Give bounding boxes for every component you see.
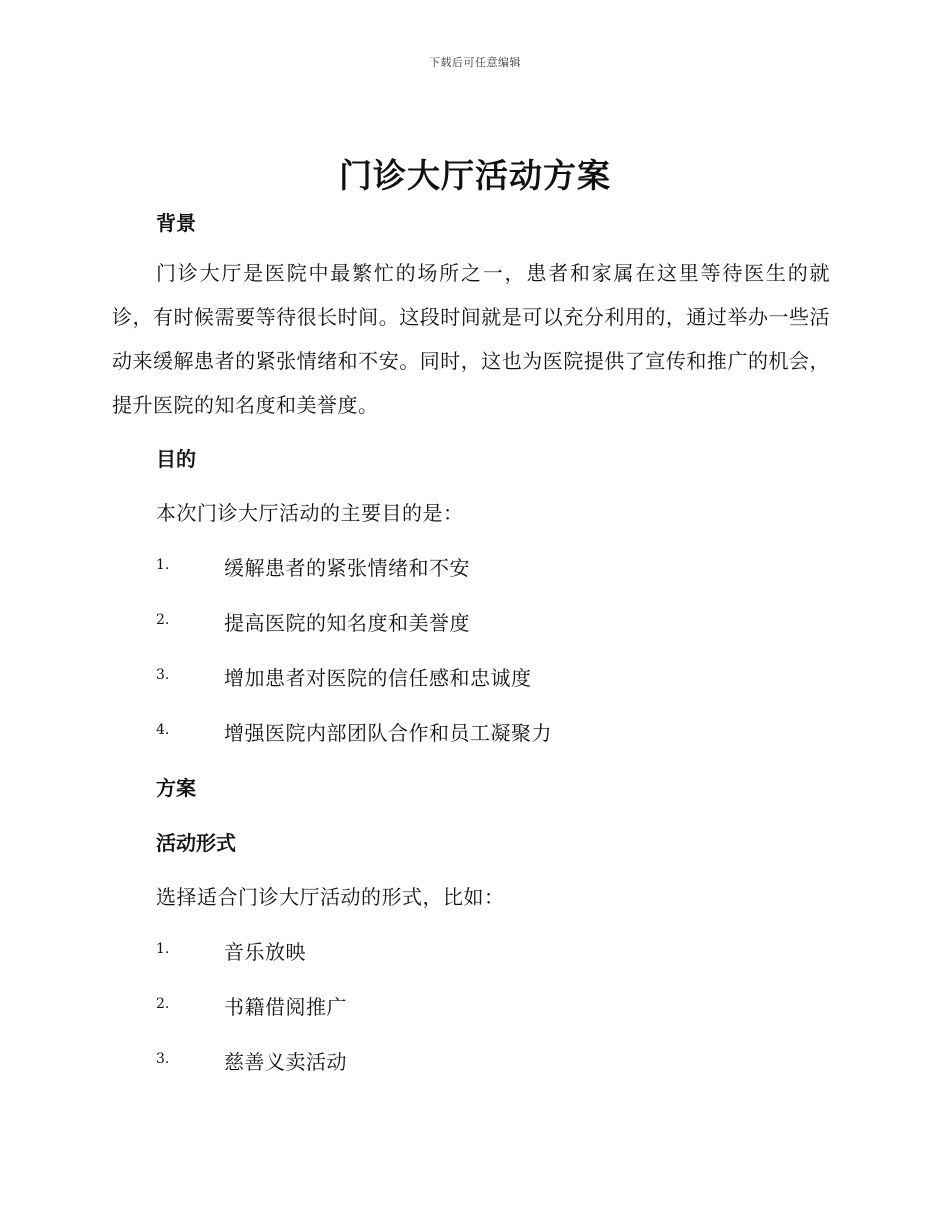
list-text: 慈善义卖活动 [224,1050,347,1074]
heading-background: 背景 [156,211,196,235]
list-number: 3. [156,667,170,683]
list-text: 音乐放映 [224,940,306,964]
list-number: 1. [156,941,170,957]
list-number: 4. [156,722,170,738]
plan-intro: 选择适合门诊大厅活动的形式，比如： [156,885,505,909]
heading-plan: 方案 [156,776,196,800]
paragraph-background: 门诊大厅是医院中最繁忙的场所之一，患者和家属在这里等待医生的就诊，有时候需要等待很长时间。这段时间就是可以充分利用的，通过举办一些活动来缓解患者的紧张情绪和不安。同时，这也为医院提供了宣传和推广的机会，提升医院的知名度和美誉度。 [112,261,830,417]
purpose-intro: 本次门诊大厅活动的主要目的是： [156,501,464,525]
list-text: 增加患者对医院的信任感和忠诚度 [224,666,532,690]
header-note: 下载后可任意编辑 [429,56,521,69]
heading-purpose: 目的 [156,447,196,471]
list-number: 1. [156,557,170,573]
list-text: 提高医院的知名度和美誉度 [224,611,470,635]
list-number: 2. [156,612,170,628]
subheading-activity-form: 活动形式 [156,831,236,855]
list-text: 增强医院内部团队合作和员工凝聚力 [224,721,552,745]
list-number: 3. [156,1051,170,1067]
list-number: 2. [156,996,170,1012]
list-text: 缓解患者的紧张情绪和不安 [224,556,470,580]
list-text: 书籍借阅推广 [224,995,347,1019]
document-title: 门诊大厅活动方案 [339,156,611,195]
